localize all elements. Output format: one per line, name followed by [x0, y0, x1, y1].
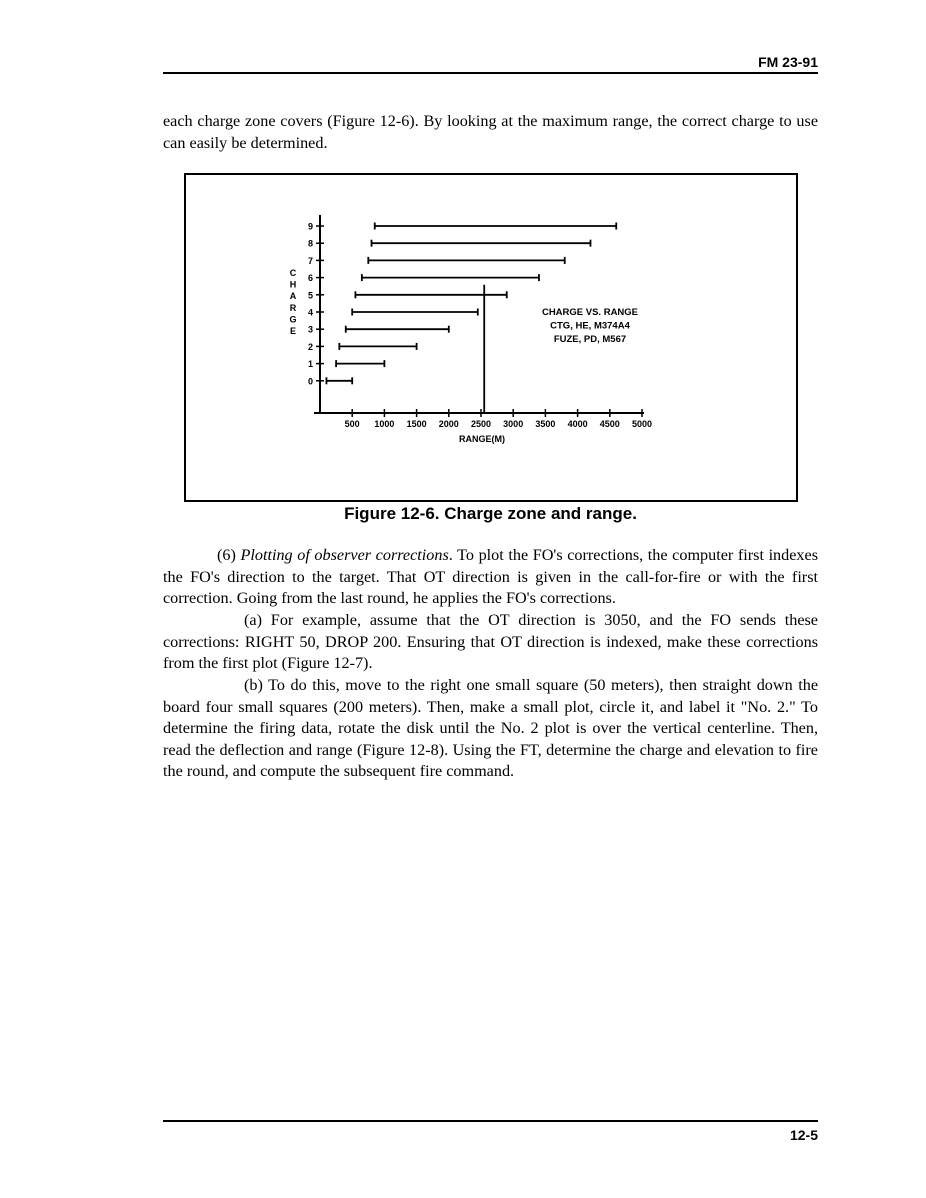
- figure-12-6: [184, 173, 798, 502]
- paragraph-a: (a) For example, assume that the OT direction is 3050, and the FO sends these corrections: RIGHT 50, DROP 200. Ensuring that OT direction is indexed, make these corrections from the first plot (Figure 12-7).: [163, 611, 818, 672]
- y-axis-label-letter: R: [289, 302, 297, 313]
- x-tick-label: 2000: [438, 419, 459, 429]
- y-tick-label: 2: [307, 341, 313, 352]
- y-tick-label: 5: [307, 290, 313, 301]
- x-tick-label: 5000: [631, 419, 653, 429]
- x-tick-label: 500: [344, 419, 360, 429]
- chart-title-line: CHARGE VS. RANGE: [541, 307, 639, 318]
- y-tick-label: 4: [307, 307, 313, 318]
- y-tick-label: 8: [307, 238, 313, 249]
- x-tick-label: 3500: [535, 419, 556, 429]
- footer-rule: [163, 1120, 818, 1122]
- x-tick-label: 2500: [470, 419, 492, 429]
- y-axis-label-letter: A: [289, 291, 297, 302]
- y-tick-label: 3: [307, 324, 313, 335]
- y-tick-label: 6: [307, 273, 313, 284]
- y-tick-label: 7: [307, 255, 313, 266]
- x-tick-label: 3000: [503, 419, 524, 429]
- figure-caption: Figure 12-6. Charge zone and range.: [344, 504, 637, 523]
- chart-title-line: FUZE, PD, M567: [553, 334, 627, 345]
- x-tick-label: 1500: [406, 419, 427, 429]
- y-tick-label: 1: [307, 359, 313, 370]
- x-axis-label: RANGE(M): [459, 434, 505, 444]
- charge-range-chart: [186, 175, 796, 500]
- x-tick-label: 4500: [599, 419, 620, 429]
- paragraph-6-body: . To plot the FO's corrections, the computer first indexes the FO's direction to the target. That OT direction is given in the call-for-fire or with the first correction. Going from the last round, he applies the FO's corrections.: [163, 546, 819, 607]
- paragraph-6-label: (6): [217, 546, 241, 564]
- intro-paragraph: each charge zone covers (Figure 12-6). By looking at the maximum range, the correct charge to use can easily be determined.: [163, 112, 818, 152]
- y-axis-label-letter: E: [289, 326, 297, 336]
- y-axis-label-letter: G: [289, 314, 297, 325]
- y-axis-label-letter: C: [289, 268, 297, 278]
- x-tick-label: 4000: [567, 419, 588, 429]
- y-axis-label-letter: H: [289, 279, 297, 290]
- page-number: 12-5: [789, 1127, 818, 1143]
- paragraph-6-title: Plotting of observer corrections: [240, 546, 449, 564]
- y-tick-label: 9: [307, 221, 313, 232]
- y-tick-label: 0: [307, 376, 313, 387]
- chart-title-line: CTG, HE, M374A4: [550, 320, 630, 332]
- paragraph-6: [163, 545, 818, 610]
- header-rule: [163, 72, 818, 74]
- document-id: FM 23-91: [758, 54, 818, 70]
- x-tick-label: 1000: [374, 419, 395, 429]
- paragraph-b: (b) To do this, move to the right one small square (50 meters), then straight down the board four small squares (200 meters). Then, make a small plot, circle it, and label it "No. 2." To determine the firing data, rotate the disk until the No. 2 plot is over the vertical centerline. Then, read the deflection and range (Figure 12-8). Using the FT, determine the charge and elevation to fire the round, and compute the subsequent fire command.: [163, 676, 818, 780]
